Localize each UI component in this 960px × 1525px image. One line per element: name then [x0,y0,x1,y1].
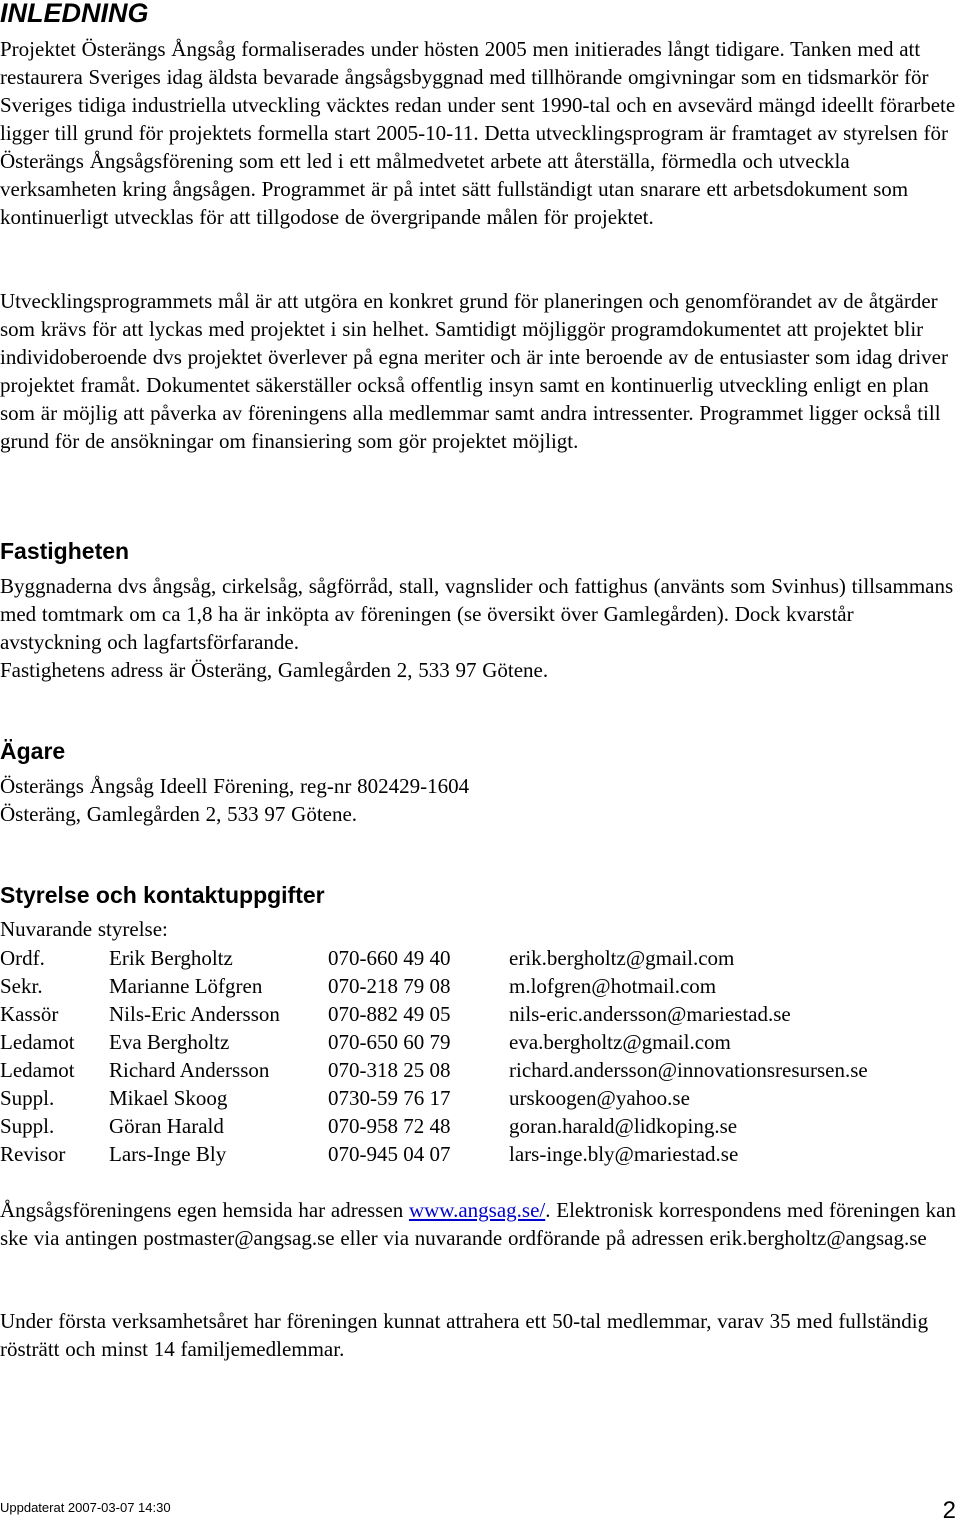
member-name: Eva Bergholtz [109,1030,230,1054]
member-email: nils-eric.andersson@mariestad.se [509,1002,791,1026]
section-heading-styrelse: Styrelse och kontaktuppgifter [0,882,325,908]
member-email: eva.bergholtz@gmail.com [509,1030,731,1054]
member-phone: 070-945 04 07 [328,1142,451,1166]
member-email: m.lofgren@hotmail.com [509,974,717,998]
property-description: Byggnaderna dvs ångsåg, cirkelsåg, sågförråd, stall, vagnslider och fattighus (använts som Svinhus) tillsammans med tomtmark om ca 1,8 ha är inköpta av föreningen (se översikt över Gamlegården). Dock kvarstår avstyckning och lagfartsförfarande. [0,574,954,654]
owner-name-line: Österängs Ångsåg Ideell Förening, reg-nr 802429-1604 [0,774,470,798]
website-link[interactable]: www.angsag.se/ [408,1198,546,1222]
board-member-row [0,1056,958,1084]
member-email: erik.bergholtz@gmail.com [509,946,735,970]
member-email: richard.andersson@innovationsresursen.se [509,1058,868,1082]
member-name: Lars-Inge Bly [109,1142,227,1166]
page-number: 2 [942,1497,956,1524]
property-address: Fastighetens adress är Österäng, Gamlegården 2, 533 97 Götene. [0,658,549,682]
board-member-row [0,1140,958,1168]
member-name: Marianne Löfgren [109,974,263,998]
member-role: Ledamot [0,1058,75,1082]
member-email: lars-inge.bly@mariestad.se [509,1142,739,1166]
board-intro: Nuvarande styrelse: [0,917,168,941]
member-email: goran.harald@lidkoping.se [509,1114,738,1138]
membership-paragraph: Under första verksamhetsåret har föreningen kunnat attrahera ett 50-tal medlemmar, varav 35 med fullständig rösträtt och minst 14 familjemedlemmar. [0,1309,929,1361]
member-role: Suppl. [0,1086,55,1110]
member-role: Kassör [0,1002,59,1026]
board-member-row [0,1028,958,1056]
website-text-suffix: . Elektronisk korrespondens med föreningen kan ske via antingen postmaster@angsag.se eller via nuvarande ordförande på adressen erik.bergholtz@angsag.se [0,1198,956,1250]
member-name: Mikael Skoog [109,1086,228,1110]
member-role: Ordf. [0,946,45,970]
member-role: Suppl. [0,1114,55,1138]
member-phone: 070-318 25 08 [328,1058,451,1082]
section-heading-fastigheten: Fastigheten [0,538,130,564]
member-name: Richard Andersson [109,1058,270,1082]
footer-updated-date: Uppdaterat 2007-03-07 14:30 [0,1500,171,1515]
member-role: Revisor [0,1142,66,1166]
board-member-row [0,944,958,972]
board-contact-table [0,944,958,1168]
member-phone: 070-958 72 48 [328,1114,451,1138]
member-name: Göran Harald [109,1114,224,1138]
member-role: Ledamot [0,1030,75,1054]
member-name: Nils-Eric Andersson [109,1002,280,1026]
board-member-row [0,972,958,1000]
board-member-row [0,1084,958,1112]
member-email: urskoogen@yahoo.se [509,1086,690,1110]
board-member-row [0,1000,958,1028]
property-paragraph [0,572,958,684]
website-text-prefix: Ångsågsföreningens egen hemsida har adressen [0,1198,409,1222]
member-phone: 070-660 49 40 [328,946,451,970]
board-member-row [0,1112,958,1140]
section-heading-agare: Ägare [0,738,66,764]
member-phone: 0730-59 76 17 [328,1086,451,1110]
member-phone: 070-650 60 79 [328,1030,451,1054]
member-phone: 070-218 79 08 [328,974,451,998]
section-heading-inledning: INLEDNING [0,0,149,28]
member-phone: 070-882 49 05 [328,1002,451,1026]
website-paragraph [0,1196,958,1252]
member-role: Sekr. [0,974,43,998]
member-name: Erik Bergholtz [109,946,233,970]
intro-paragraph-1: Projektet Österängs Ångsåg formaliserades under hösten 2005 men initierades långt tidigare. Tanken med att restaurera Sveriges idag äldsta bevarade ångsågsbyggnad med tillhörande omgivningar som en tidsmarkör för Sveriges tidiga industriella utveckling väcktes redan under sent 1990-tal och en avsevärd mängd ideellt förarbete ligger till grund för projektets formella start 2005-10-11. Detta utvecklingsprogram är framtaget av styrelsen för Österängs Ångsågsförening som ett led i ett målmedvetet arbete att återställa, förmedla och utveckla verksamheten kring ångsågen. Programmet är på intet sätt fullständigt utan snarare ett arbetsdokument som kontinuerligt utvecklas för att tillgodose de övergripande målen för projektet. [0,37,956,229]
owner-address-line: Österäng, Gamlegården 2, 533 97 Götene. [0,802,358,826]
intro-paragraph-2: Utvecklingsprogrammets mål är att utgöra en konkret grund för planeringen och genomförandet av de åtgärder som krävs för att lyckas med projektet i sin helhet. Samtidigt möjliggör programdokumentet att projektet blir individoberoende dvs projektet överlever på egna meriter och är inte beroende av de entusiaster som idag driver projektet framåt. Dokumentet säkerställer också offentlig insyn samt en kontinuerlig utveckling enligt en plan som är möjlig att påverka av föreningens alla medlemmar samt andra intressenter. Programmet ligger också till grund för de ansökningar om finansiering som gör projektet möjligt. [0,289,948,453]
owner-paragraph [0,772,958,828]
